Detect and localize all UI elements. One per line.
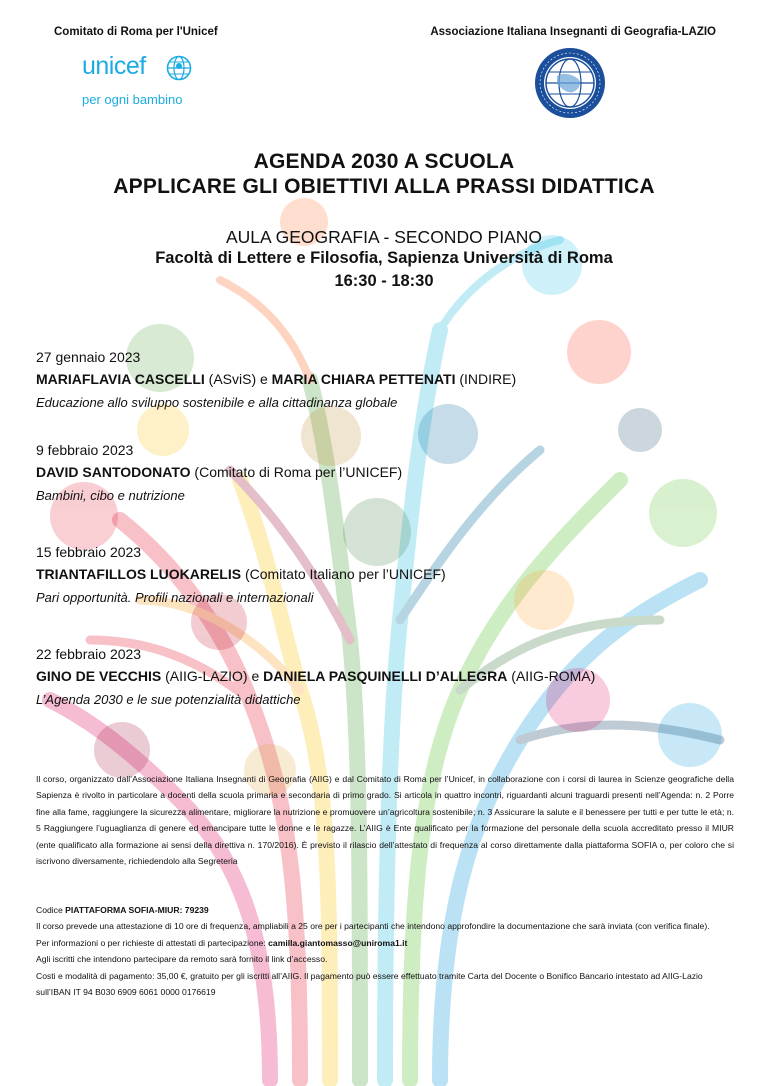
main-subtitle: APPLICARE GLI OBIETTIVI ALLA PRASSI DIDATTICA <box>113 175 655 198</box>
contact-line <box>36 935 734 951</box>
speaker-affiliation: (Comitato Italiano per l’UNICEF) <box>241 566 446 582</box>
event-item <box>36 544 736 605</box>
unicef-tagline: per ogni bambino <box>82 92 183 107</box>
speaker-affiliation: (ASviS) e <box>204 371 272 387</box>
main-title: AGENDA 2030 A SCUOLA <box>253 150 515 173</box>
sofia-code-line <box>36 902 734 918</box>
venue-room: AULA GEOGRAFIA - SECONDO PIANO <box>225 227 543 247</box>
code-label: PIATTAFORMA SOFIA-MIUR <box>65 905 180 915</box>
venue-time: 16:30 - 18:30 <box>334 272 434 290</box>
speaker-name: DAVID SANTODONATO <box>36 464 191 480</box>
unicef-committee-label: Comitato di Roma per l'Unicef <box>54 26 218 38</box>
speaker-name: TRIANTAFILLOS LUOKARELIS <box>36 566 242 582</box>
event-speakers <box>36 464 736 488</box>
venue-faculty: Facoltà di Lettere e Filosofia, Sapienza Università di Roma <box>155 249 613 267</box>
event-date: 22 febbraio 2023 <box>36 646 142 662</box>
event-item <box>36 646 736 707</box>
speaker-name: GINO DE VECCHIS <box>36 668 162 684</box>
description-text: Il corso, organizzato dall’Associazione Italiana Insegnanti di Geografia (AIIG) e dal Comitato di Roma per l’Unicef, in collaborazione con i corsi di laurea in Scienze geografiche della Sapienza è rivolto in particolare a docenti della scuola primaria e secondaria di primo grado. Si articola in quattro incontri, riguardanti alcuni traguardi presenti nell’Agenda: n. 2 Porre fine alla fame, raggiungere la sicurezza alimentare, migliorare la nutrizione e promuovere un’agricoltura sostenibile; n. 3 Assicurare la salute e il benessere per tutti e per tutte le età; n. 5 Raggiungere l’uguaglianza di genere ed emancipare tutte le donne e le ragazze. L’AIIG è Ente qualificato per la formazione del personale della scuola accreditato presso il MIUR (ente qualificato alla formazione ai sensi della direttiva n. 170/2016). È previsto il rilascio dell’attestato di frequenza al corso direttamente dalla piattaforma SOFIA o, per coloro che si iscrivono diversamente, richiedendolo alla Segreteria <box>36 774 734 867</box>
event-item <box>36 442 736 503</box>
remote-text: Agli iscritti che intendono partecipare da remoto sarà fornito il link d’accesso. <box>36 954 328 965</box>
course-description <box>36 771 734 869</box>
event-topic: Pari opportunità. Profili nazionali e internazionali <box>36 590 314 605</box>
unicef-wordmark: unicef <box>82 52 146 80</box>
event-speakers <box>36 371 736 395</box>
event-topic: Educazione allo sviluppo sostenibile e alla cittadinanza globale <box>36 395 398 410</box>
contact-prefix: Per informazioni o per richieste di attestati di partecipazione: <box>36 937 269 948</box>
aiig-association-label: Associazione Italiana Insegnanti di Geografia-LAZIO <box>430 26 716 38</box>
speaker-name: MARIA CHIARA PETTENATI <box>271 371 456 387</box>
course-info <box>36 902 734 1000</box>
speaker-affiliation: (INDIRE) <box>455 371 517 387</box>
event-topic: L’Agenda 2030 e le sue potenzialità didattiche <box>36 692 301 707</box>
event-topic: Bambini, cibo e nutrizione <box>36 488 185 503</box>
costs-text: Costi e modalità di pagamento: 35,00 €, gratuito per gli iscritti all’AIIG. Il pagamento può essere effettuato tramite Carta del Docente o Bonifico Bancario intestato ad AIIG-Lazio sull’IBAN IT 94 B030 6909 6061 0000 0176619 <box>36 970 703 998</box>
contact-email[interactable]: camilla.giantomasso@uniroma1.it <box>268 937 408 948</box>
event-speakers <box>36 668 736 692</box>
event-item <box>36 349 736 410</box>
code-value: : 79239 <box>179 905 209 915</box>
event-date: 15 febbraio 2023 <box>36 544 142 560</box>
speaker-affiliation: (AIIG-LAZIO) e <box>161 668 264 684</box>
code-prefix: Codice <box>36 905 66 915</box>
speaker-name: DANIELA PASQUINELLI D’ALLEGRA <box>263 668 508 684</box>
event-date: 9 febbraio 2023 <box>36 442 134 458</box>
hours-text: Il corso prevede una attestazione di 10 ore di frequenza, ampliabili a 25 ore per i partecipanti che intendono approfondire la documentazione che sarà inviata (con verifica finale). <box>36 921 710 932</box>
unicef-globe-icon <box>166 55 192 81</box>
event-speakers <box>36 566 736 590</box>
speaker-affiliation: (AIIG-ROMA) <box>507 668 596 684</box>
speaker-affiliation: (Comitato di Roma per l’UNICEF) <box>190 464 403 480</box>
unicef-logo <box>82 52 202 112</box>
event-date: 27 gennaio 2023 <box>36 349 141 365</box>
aiig-globe-icon <box>533 46 607 120</box>
speaker-name: MARIAFLAVIA CASCELLI <box>36 371 205 387</box>
